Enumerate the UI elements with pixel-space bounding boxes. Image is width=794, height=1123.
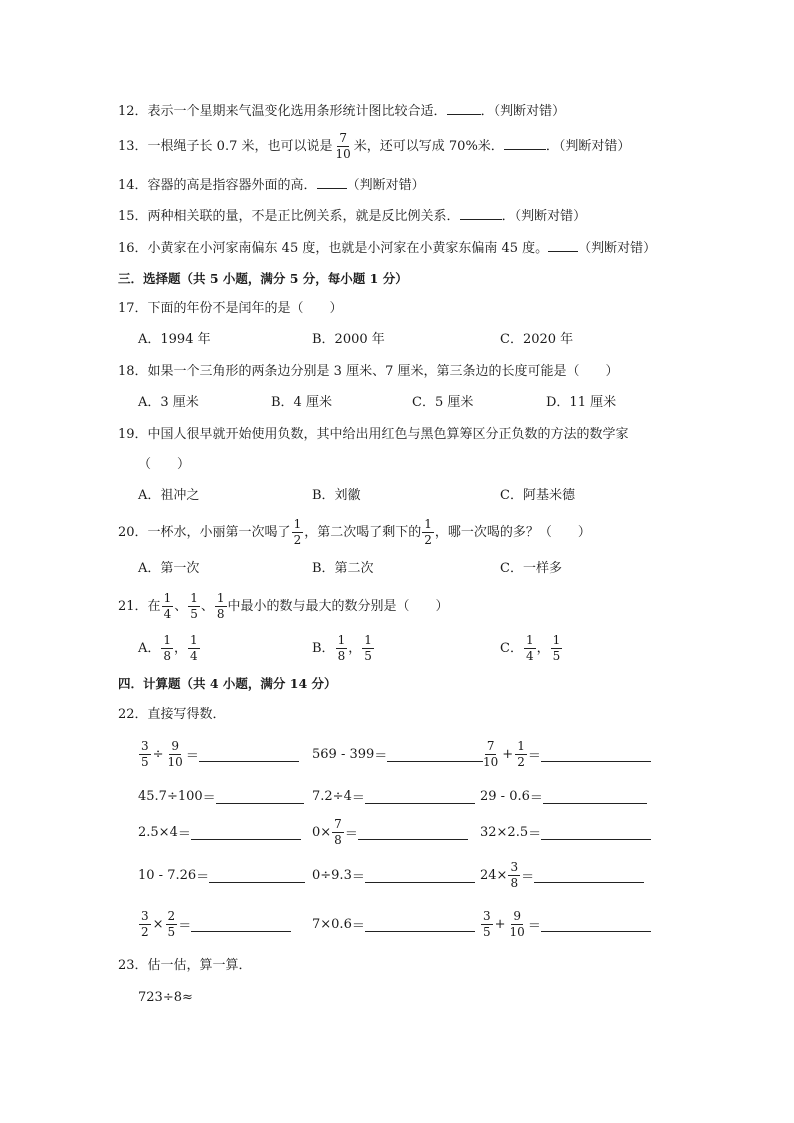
- denominator: 4: [190, 649, 198, 663]
- numerator: 3: [141, 738, 149, 753]
- calc-r3c3: [480, 812, 651, 852]
- denominator: 4: [163, 607, 172, 621]
- expression: 0÷9.3: [312, 867, 352, 883]
- option-d[interactable]: D．11 厘米: [546, 395, 617, 410]
- denominator: 2: [424, 533, 432, 547]
- question-number: 13．: [118, 139, 148, 154]
- question-17: [118, 300, 343, 318]
- numerator: 7: [486, 738, 495, 753]
- fraction: [336, 634, 348, 663]
- question-text-2: 中最小的数与最大的数分别是（ ）: [227, 599, 449, 614]
- answer-blank[interactable]: [543, 789, 647, 804]
- numerator: 2: [167, 908, 176, 923]
- comma: ，: [536, 641, 550, 656]
- numerator: 1: [216, 591, 225, 605]
- answer-blank[interactable]: [358, 825, 468, 840]
- question-15: [118, 207, 586, 226]
- denominator: 8: [163, 649, 172, 663]
- judge-hint: （判断对错）: [578, 241, 657, 256]
- fraction: [422, 518, 434, 547]
- question-text: 一根绳子长 0.7 米，也可以说是: [147, 139, 333, 154]
- question-19: [118, 426, 629, 444]
- answer-bracket: （ ）: [138, 457, 191, 472]
- option-a[interactable]: [138, 632, 201, 666]
- option-b[interactable]: B．4 厘米: [271, 395, 332, 410]
- question-13: [118, 132, 630, 162]
- calc-r2c1: [138, 776, 304, 816]
- answer-blank[interactable]: [191, 825, 301, 840]
- expression: 7×0.6: [312, 916, 352, 932]
- numerator: 1: [163, 591, 172, 605]
- question-14: [118, 176, 425, 195]
- denominator: 10: [167, 754, 183, 769]
- calc-r2c2: [312, 776, 475, 816]
- question-text: 一杯水，小丽第一次喝了: [147, 525, 291, 540]
- answer-blank[interactable]: [216, 789, 304, 804]
- question-text: 两种相关联的量，不是正比例关系，就是反比例关系．: [147, 209, 460, 224]
- denominator: 5: [141, 754, 149, 769]
- calc-r1c1: [138, 734, 299, 774]
- section-heading-choice: 三．选择题（共 5 小题，满分 5 分，每小题 1 分）: [118, 271, 408, 286]
- answer-blank[interactable]: [541, 917, 651, 932]
- numerator: 1: [190, 591, 198, 605]
- operator: +: [502, 746, 514, 762]
- denominator: 8: [334, 832, 342, 847]
- question-12: [118, 102, 565, 121]
- numerator: 1: [552, 633, 561, 647]
- calc-r5c2: [312, 904, 475, 944]
- answer-blank[interactable]: [541, 825, 651, 840]
- answer-blank[interactable]: [504, 137, 546, 150]
- answer-blank[interactable]: [460, 207, 502, 220]
- numerator: 1: [337, 633, 346, 647]
- equals-sign: ＝: [351, 918, 365, 934]
- calc-r4c1: [138, 855, 305, 895]
- equals-sign: ＝: [202, 790, 216, 806]
- question-number: 19．: [118, 427, 148, 442]
- question-text: 表示一个星期来气温变化选用条形统计图比较合适．: [147, 104, 447, 119]
- fraction: [551, 634, 563, 663]
- judge-hint: （判断对错）: [346, 178, 425, 193]
- question-number: 12．: [118, 104, 148, 119]
- expression: 2.5×4: [138, 824, 178, 840]
- fraction: [508, 861, 520, 890]
- question-number: 14．: [118, 178, 148, 193]
- question-number: 22．: [118, 707, 148, 722]
- fraction: [481, 910, 493, 939]
- denominator: 2: [517, 754, 525, 769]
- expression: 7.2÷4: [312, 788, 352, 804]
- denominator: 5: [552, 649, 561, 663]
- question-text: 小黄家在小河家南偏东 45 度，也就是小河家在小黄家东偏南 45 度。: [147, 241, 549, 256]
- question-text: 在: [147, 599, 161, 614]
- numerator: 1: [190, 633, 198, 647]
- expression: 24×: [480, 867, 508, 883]
- fraction: [292, 518, 304, 547]
- equals-sign: ＝: [177, 826, 191, 842]
- option-c[interactable]: C．阿基米德: [500, 488, 575, 503]
- question-number: 21．: [118, 599, 148, 614]
- calc-r3c1: [138, 812, 301, 852]
- denominator: 5: [483, 924, 491, 939]
- equals-sign: ＝: [185, 748, 199, 764]
- question-23: [118, 957, 252, 975]
- numerator: 1: [517, 738, 525, 753]
- operator: +: [494, 916, 506, 932]
- denominator: 8: [337, 649, 346, 663]
- question-18: [118, 363, 619, 381]
- fraction: [166, 910, 178, 939]
- numerator: 1: [163, 633, 172, 647]
- fraction: [139, 740, 151, 769]
- question-number: 15．: [118, 209, 148, 224]
- comma: ，: [348, 641, 362, 656]
- option-c[interactable]: [500, 632, 563, 666]
- denominator: 10: [509, 924, 525, 939]
- option-c[interactable]: C．5 厘米: [412, 395, 474, 410]
- calc-r4c3: [480, 855, 644, 895]
- expression: 32×2.5: [480, 824, 529, 840]
- option-a[interactable]: A．3 厘米: [138, 395, 199, 410]
- question-number: 23．: [118, 958, 148, 973]
- question-text: 直接写得数．: [147, 707, 226, 722]
- numerator: 7: [339, 131, 347, 145]
- fraction: [515, 740, 527, 769]
- option-b[interactable]: B．2000 年: [312, 332, 385, 347]
- numerator: 1: [364, 633, 372, 647]
- denominator: 5: [190, 607, 198, 621]
- option-b[interactable]: B．第二次: [312, 561, 374, 576]
- denominator: 4: [525, 649, 534, 663]
- equals-sign: ＝: [178, 918, 192, 934]
- fraction: [481, 740, 500, 769]
- numerator: 1: [525, 633, 534, 647]
- denominator: 10: [335, 147, 351, 161]
- question-text: 下面的年份不是闰年的是（ ）: [147, 301, 343, 316]
- denominator: 8: [216, 607, 225, 621]
- answer-blank[interactable]: [541, 747, 651, 762]
- answer-blank[interactable]: [447, 102, 481, 115]
- calc-r3c2: [312, 812, 468, 852]
- section-heading-calc: 四．计算题（共 4 小题，满分 14 分）: [118, 676, 337, 691]
- expression: 45.7÷100: [138, 788, 203, 804]
- comma: ，: [174, 641, 188, 656]
- fraction: [139, 910, 151, 939]
- option-label: C．: [500, 641, 523, 656]
- question-text-2: 米，还可以写成 70%米．: [353, 139, 504, 154]
- numerator: 9: [171, 738, 179, 753]
- denominator: 5: [167, 924, 176, 939]
- fraction: [508, 910, 527, 939]
- calc-r5c1: [138, 904, 291, 944]
- option-b[interactable]: B．刘徽: [312, 488, 361, 503]
- fraction: [188, 592, 200, 621]
- separator: 、: [174, 599, 188, 614]
- fraction: [215, 592, 227, 621]
- fraction: [188, 634, 200, 663]
- question-text-2: ，第二次喝了剩下的: [304, 525, 422, 540]
- equals-sign: ＝: [351, 869, 365, 885]
- question-text: 中国人很早就开始使用负数，其中给出用红色与黑色算筹区分正负数的方法的数学家: [147, 427, 629, 442]
- expression: 10 - 7.26: [138, 867, 197, 883]
- question-number: 16．: [118, 241, 148, 256]
- calc-r5c3: [480, 904, 651, 944]
- fraction: [334, 132, 353, 161]
- question-number: 20．: [118, 525, 148, 540]
- answer-blank[interactable]: [209, 868, 305, 883]
- judge-hint: ．（判断对错）: [480, 104, 566, 119]
- answer-blank[interactable]: [387, 747, 483, 762]
- answer-blank[interactable]: [191, 917, 291, 932]
- fraction: [524, 634, 536, 663]
- numerator: 3: [510, 859, 519, 874]
- answer-blank[interactable]: [534, 868, 644, 883]
- expression: 569 - 399: [312, 746, 375, 762]
- equals-sign: ＝: [196, 869, 210, 885]
- numerator: 9: [513, 908, 521, 923]
- equals-sign: ＝: [521, 869, 535, 885]
- operator: ×: [152, 916, 164, 932]
- equals-sign: ＝: [344, 826, 358, 842]
- expression: 29 - 0.6: [480, 788, 530, 804]
- judge-hint: ．（判断对错）: [501, 209, 587, 224]
- numerator: 7: [334, 816, 342, 831]
- option-label: B．: [312, 641, 335, 656]
- fraction: [362, 634, 374, 663]
- operator: ÷: [152, 746, 164, 762]
- numerator: 1: [424, 517, 432, 531]
- denominator: 2: [141, 924, 149, 939]
- option-a[interactable]: A．祖冲之: [138, 488, 200, 503]
- question-20: [118, 516, 591, 550]
- calc-r1c2: [312, 734, 483, 774]
- answer-blank[interactable]: [365, 789, 475, 804]
- option-c[interactable]: C．2020 年: [500, 332, 574, 347]
- equals-sign: ＝: [527, 748, 541, 764]
- question-21: [118, 590, 449, 624]
- equals-sign: ＝: [529, 790, 543, 806]
- option-a[interactable]: A．1994 年: [138, 332, 211, 347]
- equals-sign: ＝: [374, 748, 388, 764]
- question-number: 18．: [118, 364, 148, 379]
- answer-blank[interactable]: [317, 176, 347, 189]
- equals-sign: ＝: [528, 826, 542, 842]
- numerator: 3: [141, 908, 149, 923]
- denominator: 8: [510, 875, 519, 890]
- denominator: 5: [364, 649, 372, 663]
- answer-blank[interactable]: [548, 239, 578, 252]
- calc-r4c2: [312, 855, 475, 895]
- denominator: 10: [483, 754, 499, 769]
- option-a[interactable]: A．第一次: [138, 561, 200, 576]
- fraction: [332, 818, 344, 847]
- question-text: 容器的高是指容器外面的高．: [147, 178, 317, 193]
- calc-r1c3: [480, 734, 651, 774]
- question-16: [118, 239, 656, 258]
- question-text-3: ，哪一次喝的多？（ ）: [434, 525, 591, 540]
- question-22: [118, 706, 226, 724]
- question-text: 估一估，算一算．: [147, 958, 252, 973]
- question-number: 17．: [118, 301, 148, 316]
- expression: 0×: [312, 824, 332, 840]
- judge-hint: ．（判断对错）: [545, 139, 631, 154]
- denominator: 2: [293, 533, 302, 547]
- numerator: 1: [293, 517, 302, 531]
- answer-blank[interactable]: [365, 868, 475, 883]
- calc-r2c3: [480, 776, 647, 816]
- fraction: [162, 592, 174, 621]
- answer-blank[interactable]: [199, 747, 299, 762]
- fraction: [161, 634, 173, 663]
- fraction: [166, 740, 185, 769]
- equals-sign: ＝: [351, 790, 365, 806]
- estimate-expression: 723÷8≈: [138, 990, 193, 1005]
- answer-blank[interactable]: [365, 917, 475, 932]
- option-label: A．: [138, 641, 161, 656]
- equals-sign: ＝: [527, 918, 541, 934]
- separator: 、: [200, 599, 214, 614]
- question-text: 如果一个三角形的两条边分别是 3 厘米、7 厘米，第三条边的长度可能是（ ）: [147, 364, 619, 379]
- option-b[interactable]: [312, 632, 375, 666]
- option-c[interactable]: C．一样多: [500, 561, 562, 576]
- numerator: 3: [483, 908, 491, 923]
